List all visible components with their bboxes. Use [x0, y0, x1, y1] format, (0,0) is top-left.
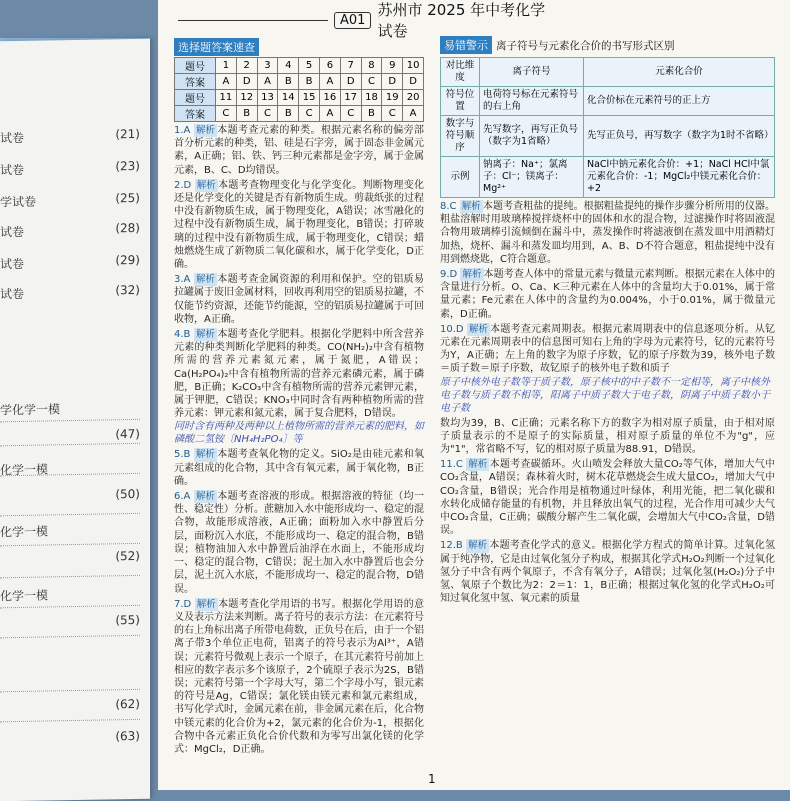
answer-cell: B: [278, 74, 299, 90]
answer-entry: [440, 539, 775, 605]
toc-row: [0, 126, 140, 146]
entry-text: 本题考查化学式的意义。根据化学方程式的简单计算。过氧化氢属于纯净物，它是由过氧化氢分子构成，根据其化学式H₂O₂判断一个过氧化氢分子中含有两个氧原子，不含有氧分子，A错误；过氧化氢(H₂O₂)分子中氢、氧原子个数比为2：2＝1：1，B正确；根据过氧化氢的化学式H₂O₂可知过氧化氢中氢、氧元素的质量: [440, 540, 775, 605]
answer-entry: [174, 273, 424, 326]
answer-cell: 10: [403, 58, 424, 74]
comparison-head-cell: 离子符号: [480, 58, 584, 87]
warning-title: 离子符号与元素化合价的书写形式区别: [496, 39, 675, 52]
comparison-table: [440, 57, 775, 198]
analysis-tag: 解析: [462, 269, 482, 281]
toc-divider: [0, 605, 140, 608]
left-page: [0, 39, 150, 801]
entry-text: 本题考查氧化物的定义。SiO₂是由硅元素和氧元素组成的化合物，其中含有氧元素，属于氧化物，B正确。: [174, 449, 424, 487]
answer-row-label: 答案: [175, 74, 216, 90]
answer-table: [174, 57, 424, 122]
right-entries: [440, 200, 775, 376]
comparison-cell: 先写数字，再写正负号（数字为1省略）: [480, 116, 584, 157]
analysis-tag: 解析: [195, 491, 215, 503]
toc-page: (32): [115, 282, 140, 298]
answer-row: [175, 90, 424, 106]
answer-row: [175, 106, 424, 122]
toc-title: 试卷: [0, 224, 25, 240]
toc-row: [0, 426, 140, 442]
analysis-tag: 解析: [195, 449, 215, 461]
answer-cell: 13: [257, 90, 278, 106]
entry-answer: B: [183, 449, 191, 461]
answer-cell: 18: [361, 90, 382, 106]
toc-page: (28): [115, 220, 140, 236]
entry-text: 本题考查金属资源的利用和保护。空的铝质易拉罐属于废旧金属材料，回收再利用空的铝质易拉罐，不仅能节约资源，还能节约能源，空的铝质易拉罐属于可回收物，A正确。: [174, 274, 425, 325]
toc-page: (50): [115, 486, 140, 502]
answer-entry: [174, 179, 424, 271]
answer-cell: D: [236, 74, 257, 90]
toc-divider: [0, 719, 140, 722]
toc-title: 化学一模: [0, 588, 49, 604]
toc-row: [0, 612, 140, 628]
answer-cell: 4: [278, 58, 299, 74]
toc-row: [0, 190, 140, 210]
answer-cell: C: [257, 106, 278, 122]
answer-cell: 20: [403, 90, 424, 106]
answer-cell: 15: [299, 90, 320, 106]
page-number: 1: [428, 772, 436, 786]
answer-cell: 11: [216, 90, 237, 106]
toc-title: 化学一模: [0, 524, 49, 540]
toc-page: (62): [115, 696, 140, 712]
answer-cell: A: [319, 74, 340, 90]
warning-tag: 易错警示: [440, 36, 492, 54]
comparison-cell: NaCl中钠元素化合价：+1；NaCl HCl中氯元素化合价：-1；MgCl₂中镁元素化合价：+2: [583, 157, 774, 198]
toc-divider: [0, 635, 140, 638]
answer-table-title: 选择题答案速查: [174, 38, 259, 56]
entry-number: 4.: [174, 329, 184, 341]
comparison-cell: 先写正负号，再写数字（数字为1时不省略）: [583, 116, 774, 157]
analysis-tag: 解析: [195, 125, 215, 136]
page-header: [178, 1, 558, 40]
answer-cell: B: [236, 106, 257, 122]
answer-cell: 6: [319, 58, 340, 74]
toc-row: [0, 459, 140, 478]
answer-cell: A: [257, 74, 278, 90]
comparison-row: [441, 87, 775, 116]
comparison-row: [441, 157, 775, 198]
answer-cell: B: [361, 106, 382, 122]
entry-text: 本题考查元素的种类。根据元素名称的偏旁部首分析元素的种类，铝、硅是石字旁，属于固态非金属元素，A正确；铝、铁、钙三种元素都是金字旁，属于金属元素，B、C、D均错误。: [174, 125, 425, 176]
answer-entry: [440, 268, 775, 321]
toc-divider: [0, 443, 140, 446]
toc-row: [0, 585, 140, 604]
answer-cell: 16: [319, 90, 340, 106]
answer-entry: [440, 417, 775, 457]
comparison-head-cell: 对比维度: [441, 58, 480, 87]
entry-answer: D: [183, 179, 192, 191]
answer-cell: 3: [257, 58, 278, 74]
answer-entry: [174, 124, 424, 177]
answer-cell: 12: [236, 90, 257, 106]
toc-divider: [0, 543, 140, 546]
answer-cell: 17: [340, 90, 361, 106]
answer-cell: D: [382, 74, 403, 90]
comparison-head-cell: 元素化合价: [583, 58, 774, 87]
toc-divider: [0, 575, 140, 578]
toc-title: 学化学一模: [0, 402, 61, 418]
toc-row: [0, 696, 140, 712]
toc-title: 试卷: [0, 162, 25, 178]
answer-entry: [174, 328, 424, 420]
comparison-row: [441, 116, 775, 157]
entry-text: 本题考查人体中的常量元素与微量元素判断。根据元素在人体中的含量进行分析。O、Ca、K三种元素在人体中的含量均大于0.01%，属于常量元素；Fe元素在人体中的含量约为0.004%，小于0.01%，属于微量元素，D正确。: [440, 269, 775, 320]
entry-text: 本题考查溶液的形成。根据溶液的特征（均一性、稳定性）分析。蔗糖加入水中能形成均一、稳定的混合物，故能形成溶液，A正确；面粉加入水中静置后分层，面粉沉入水底，不能形成均一、稳定的混合物，B错误；植物油加入水中静置后油浮在水面上，不能形成均一、稳定的混合物，C错误；泥土加入水中静置后也会分层，泥土沉入水底，不能形成均一、稳定的混合物，D错误。: [174, 491, 425, 595]
analysis-tag: 解析: [461, 201, 481, 212]
entry-text: 本题考查元素周期表。根据元素周期表中的信息逐项分析。从钇元素在元素周期表中的信息图可知右上角的字母为元素符号，钇的元素符号为Y，A正确；左上角的数字为原子序数，钇的原子序数为39，核外电子数＝质子数＝原子序数，故钇原子的核外电子数和质子: [440, 323, 775, 375]
right-entries-2: [440, 417, 775, 606]
toc-title: 试卷: [0, 256, 25, 272]
answer-cell: 8: [361, 58, 382, 74]
entry-text: 本题考查物理变化与化学变化。判断物理变化还是化学变化的关键是否有新物质生成。剪裁纸张的过程中没有新物质生成，属于物理变化，A错误；冰雪融化的过程中没有新物质生成，属于物理变化，B错误；打碎玻璃的过程中没有新物质生成，属于物理变化，C错误；蜡烛燃烧生成了新物质二氧化碳和水，属于化学变化，D正确。: [174, 179, 425, 271]
toc-page: (29): [115, 252, 140, 268]
toc-row: [0, 728, 140, 744]
answer-cell: C: [340, 106, 361, 122]
entry-number: 8.: [440, 201, 450, 212]
comparison-cell: 化合价标在元素符号的正上方: [583, 87, 774, 116]
entry-answer: C: [455, 459, 463, 471]
entry-text: 本题考查化学用语的书写。根据化学用语的意义及表示方法来判断。离子符号的表示方法：在元素符号的右上角标出离子所带电荷数，正负号在后，由于一个铝离子带3个单位正电荷，铝离子的符号表示为Al³⁺，A错误；元素符号微观上表示一个原子，在其元素符号前加上相应的数字表示多个该原子，2个硫原子表示为2S，B错误；元素符号第一个字母大写，第二个字母小写，银元素的符号是Ag，C错误；氯化镁由镁元素和氯元素组成，书写化学式时，金属元素在前，非金属元素在后，化合物中镁元素的化合价为+2，氯元素的化合价为-1，根据化合物中各元素正负化合价代数和为零写出氯化镁的化学式：MgCl₂，D正确。: [174, 598, 425, 755]
toc-page: (47): [115, 426, 140, 442]
toc-row: [0, 252, 140, 272]
answer-cell: C: [299, 106, 320, 122]
answer-cell: 2: [236, 58, 257, 74]
toc-page: (21): [115, 126, 140, 142]
comparison-head-row: [441, 58, 775, 87]
entry-number: 7.: [174, 598, 184, 610]
answer-cell: C: [216, 106, 237, 122]
toc-divider: [0, 419, 140, 422]
answer-cell: B: [299, 74, 320, 90]
entry-number: 5.: [174, 449, 184, 461]
entry-text: 本题考查粗盐的提纯。根据粗盐提纯的操作步骤分析所用的仪器。粗盐溶解时用玻璃棒搅拌烧杯中的固体和水的混合物，过滤操作时将固液混合物用玻璃棒引流倾倒在漏斗中，蒸发操作时将滤液倒在蒸发皿中用酒精灯加热，烧杯、漏斗和蒸发皿均用到，A、B、D不符合题意，粗盐提纯中没有用到燃烧匙，C符合题意。: [440, 201, 776, 265]
entry-number: 2.: [174, 179, 184, 191]
analysis-tag: 解析: [196, 598, 216, 610]
entry-answer: A: [183, 274, 191, 286]
toc-title: 试卷: [0, 130, 25, 146]
entry-number: 11.: [440, 459, 456, 471]
answer-row: [175, 58, 424, 74]
toc-row: [0, 220, 140, 240]
answer-cell: A: [403, 106, 424, 122]
answer-cell: C: [361, 74, 382, 90]
entry-number: 9.: [440, 269, 450, 281]
entry-answer: A: [183, 125, 191, 136]
comparison-cell: 钠离子：Na⁺；氯离子：Cl⁻；镁离子：Mg²⁺: [480, 157, 584, 198]
toc-page: (25): [115, 190, 140, 206]
answer-cell: A: [319, 106, 340, 122]
toc-row: [0, 158, 140, 178]
answer-cell: 7: [340, 58, 361, 74]
toc-row: [0, 521, 140, 540]
right-column: [440, 36, 775, 605]
header-label: [328, 1, 558, 40]
analysis-tag: 解析: [196, 179, 216, 191]
toc-row: [0, 399, 140, 418]
answer-cell: B: [278, 106, 299, 122]
answer-row-label: 答案: [175, 106, 216, 122]
analysis-tag: 解析: [468, 323, 488, 335]
analysis-tag: 解析: [468, 459, 488, 471]
entry-answer: D: [183, 598, 192, 610]
toc-page: (63): [115, 728, 140, 744]
analysis-tag: 解析: [468, 540, 488, 552]
left-entries-2: [174, 448, 424, 756]
toc-page: (23): [115, 158, 140, 174]
answer-cell: 1: [216, 58, 237, 74]
analysis-tag: 解析: [195, 329, 215, 341]
analysis-tag: 解析: [195, 274, 215, 286]
entry-answer: B: [183, 329, 191, 341]
entry-text: 数均为39，B、C正确；元素名称下方的数字为相对原子质量，由于相对原子质量表示的不是原子的实际质量，相对原子质量的单位不为"g"，应为"1"，常省略不写，钇的相对原子质量为88.91，D错误。: [440, 417, 775, 456]
toc-row: [0, 486, 140, 502]
answer-entry: [440, 458, 775, 537]
entry-answer: D: [449, 269, 458, 281]
toc-row: [0, 548, 140, 564]
entry-number: 1.: [174, 125, 184, 136]
answer-entry: [174, 598, 424, 756]
comparison-cell: 数字与符号顺序: [441, 116, 480, 157]
toc-row: [0, 282, 140, 302]
entry-answer: A: [183, 491, 191, 503]
header-title: 苏州市 2025 年中考化学试卷: [377, 1, 546, 40]
comparison-cell: 符号位置: [441, 87, 480, 116]
handwritten-note-2: 原子中核外电子数等于质子数，原子核中的中子数不一定相等，离子中核外电子数与质子数不相等，阳离子中质子数大于电子数，阴离子中质子数小于电子数: [440, 376, 770, 414]
answer-cell: 5: [299, 58, 320, 74]
toc-title: 试卷: [0, 286, 25, 302]
entry-number: 10.: [440, 323, 456, 335]
answer-entry: [440, 200, 775, 266]
toc-page: (55): [115, 612, 140, 628]
answer-cell: C: [382, 106, 403, 122]
left-entries: [174, 124, 424, 420]
answer-row-label: 题号: [175, 90, 216, 106]
entry-text: 本题考查化学肥料。根据化学肥料中所含营养元素的种类判断化学肥料的种类。CO(NH₂)₂中含有植物所需的营养元素氮元素，属于氮肥，A错误；Ca(H₂PO₄)₂中含有植物所需的营养元素磷元素，属于磷肥，B正确；K₂CO₃中含有植物所需的营养元素钾元素，属于钾肥，C错误；KNO₃中同时含有两种植物所需的营养元素：钾元素和氮元素，属于复合肥料，D错误。: [174, 329, 424, 420]
answer-entry: [174, 490, 424, 596]
comparison-cell: 电荷符号标在元素符号的右上角: [480, 87, 584, 116]
entry-number: 12.: [440, 540, 456, 552]
entry-answer: D: [455, 323, 464, 335]
answer-row: [175, 74, 424, 90]
toc-title: 化学一模: [0, 462, 49, 478]
toc-divider: [0, 689, 140, 692]
answer-entry: [174, 448, 424, 488]
entry-answer: B: [455, 540, 463, 552]
left-column: [174, 36, 424, 756]
answer-cell: 19: [382, 90, 403, 106]
answer-cell: 14: [278, 90, 299, 106]
answer-cell: A: [216, 74, 237, 90]
comparison-cell: 示例: [441, 157, 480, 198]
answer-row-label: 题号: [175, 58, 216, 74]
toc-page: (52): [115, 548, 140, 564]
entry-number: 3.: [174, 274, 184, 286]
answer-cell: D: [340, 74, 361, 90]
entry-text: 本题考查碳循环。火山喷发会释放大量CO₂等气体，增加大气中CO₂含量，A错误；森林着火时，树木花草燃烧会生成大量CO₂，增加大气中CO₂含量，B错误；光合作用是植物通过叶绿体，利用光能，把二氧化碳和水转化成储存能量的有机物，并且释放出氧气的过程，光合作用可减少大气中CO₂含量，C正确；碳酸分解产生二氧化碳，会增加大气中CO₂含量，D错误。: [440, 459, 775, 537]
handwritten-note-1: 同时含有两种及两种以上植物所需的营养元素的肥料，如磷酸二氢铵〔NH₄H₂PO₄〕等: [174, 421, 424, 446]
entry-number: 6.: [174, 491, 184, 503]
answer-entry: [440, 323, 775, 376]
answer-cell: D: [403, 74, 424, 90]
header-code: A01: [334, 12, 371, 29]
entry-answer: C: [449, 201, 457, 212]
answer-cell: 9: [382, 58, 403, 74]
toc-title: 学试卷: [0, 194, 37, 210]
warning-box-title: [440, 36, 775, 54]
toc-divider: [0, 513, 140, 516]
